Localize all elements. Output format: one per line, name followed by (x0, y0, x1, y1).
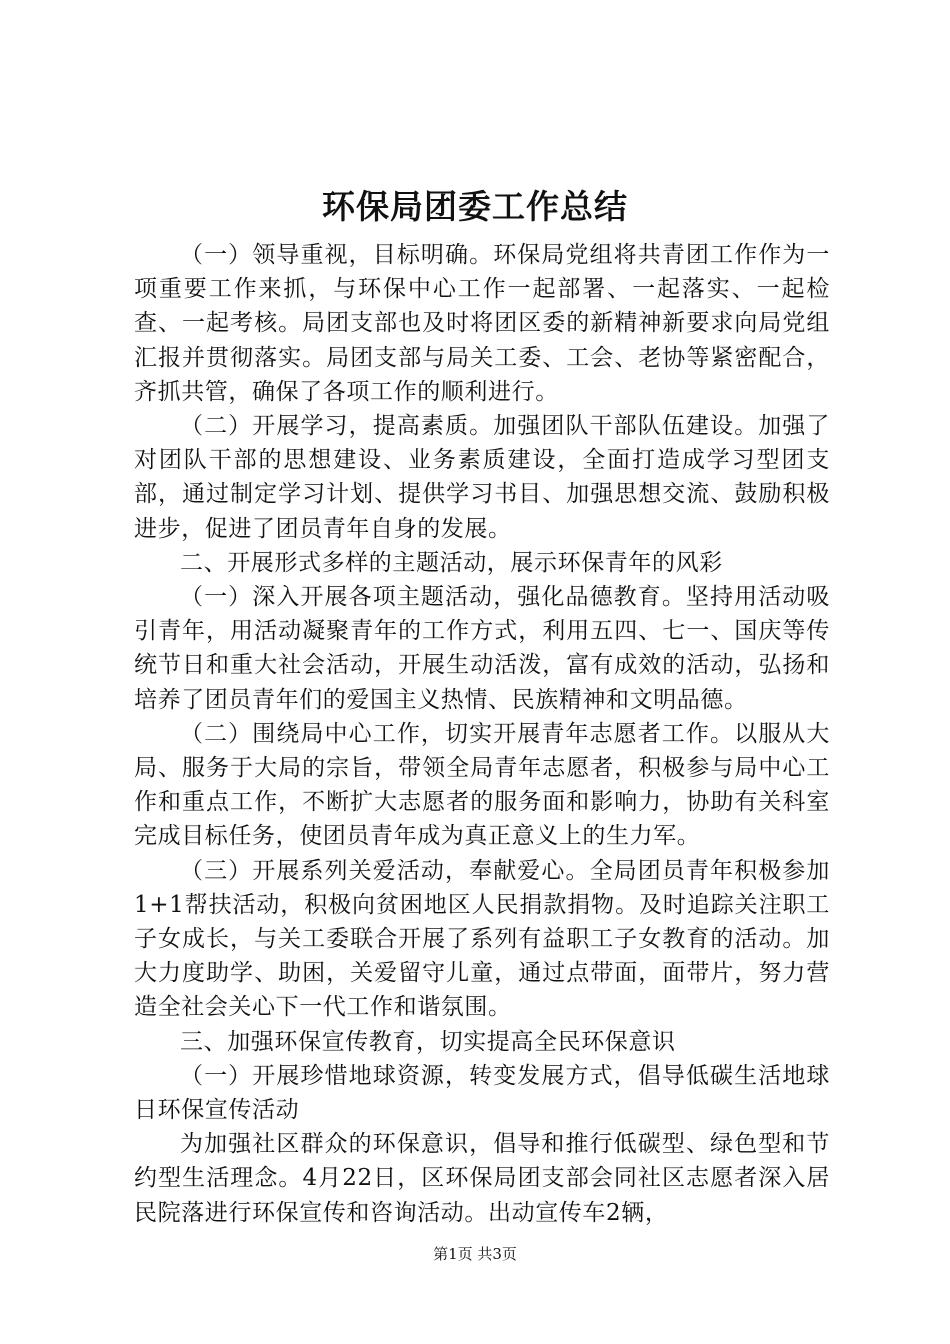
section-heading: 二、开展形式多样的主题活动，展示环保青年的风彩 (180, 549, 723, 576)
paragraph: （一）深入开展各项主题活动，强化品德教育。坚持用活动吸引青年，用活动凝聚青年的工作方式，利用五四、七一、国庆等传统节日和重大社会活动，开展生动活泼，富有成效的活动，弘扬和培养了团员青年们的爱国主义热情、民族精神和文明品德。 (134, 584, 830, 713)
paragraph: （一）开展珍惜地球资源，转变发展方式，倡导低碳生活地球日环保宣传活动 (134, 1062, 830, 1124)
document-body (134, 238, 830, 1230)
paragraph: （三）开展系列关爱活动，奉献爱心。全局团员青年积极参加1+1帮扶活动，积极向贫困地区人民捐款捐物。及时追踪关注职工子女成长，与关工委联合开展了系列有益职工子女教育的活动。加大力度助学、助困，关爱留守儿童，通过点带面，面带片，努力营造全社会关心下一代工作和谐氛围。 (134, 857, 830, 1021)
paragraph: （二）围绕局中心工作，切实开展青年志愿者工作。以服从大局、服务于大局的宗旨，带领全局青年志愿者，积极参与局中心工作和重点工作，不断扩大志愿者的服务面和影响力，协助有关科室完成目标任务，使团员青年成为真正意义上的生力军。 (134, 720, 830, 850)
document-title: 环保局团委工作总结 (322, 187, 628, 226)
paragraph: 为加强社区群众的环保意识，倡导和推行低碳型、绿色型和节约型生活理念。4月22日，区环保局团支部会同社区志愿者深入居民院落进行环保宣传和咨询活动。出动宣传车2辆， (134, 1131, 830, 1226)
paragraph: （一）领导重视，目标明确。环保局党组将共青团工作作为一项重要工作来抓，与环保中心工作一起部署、一起落实、一起检查、一起考核。局团支部也及时将团区委的新精神新要求向局党组汇报并贯彻落实。局团支部与局关工委、工会、老协等紧密配合，齐抓共管，确保了各项工作的顺利进行。 (134, 242, 830, 405)
paragraph: （二）开展学习，提高素质。加强团队干部队伍建设。加强了对团队干部的思想建设、业务素质建设，全面打造成学习型团支部，通过制定学习计划、提供学习书目、加强思想交流、鼓励积极进步，促进了团员青年自身的发展。 (134, 413, 830, 542)
section-heading: 三、加强环保宣传教育，切实提高全民环保意识 (180, 1028, 676, 1055)
page-number-footer: 第1页 共3页 (433, 1245, 517, 1263)
